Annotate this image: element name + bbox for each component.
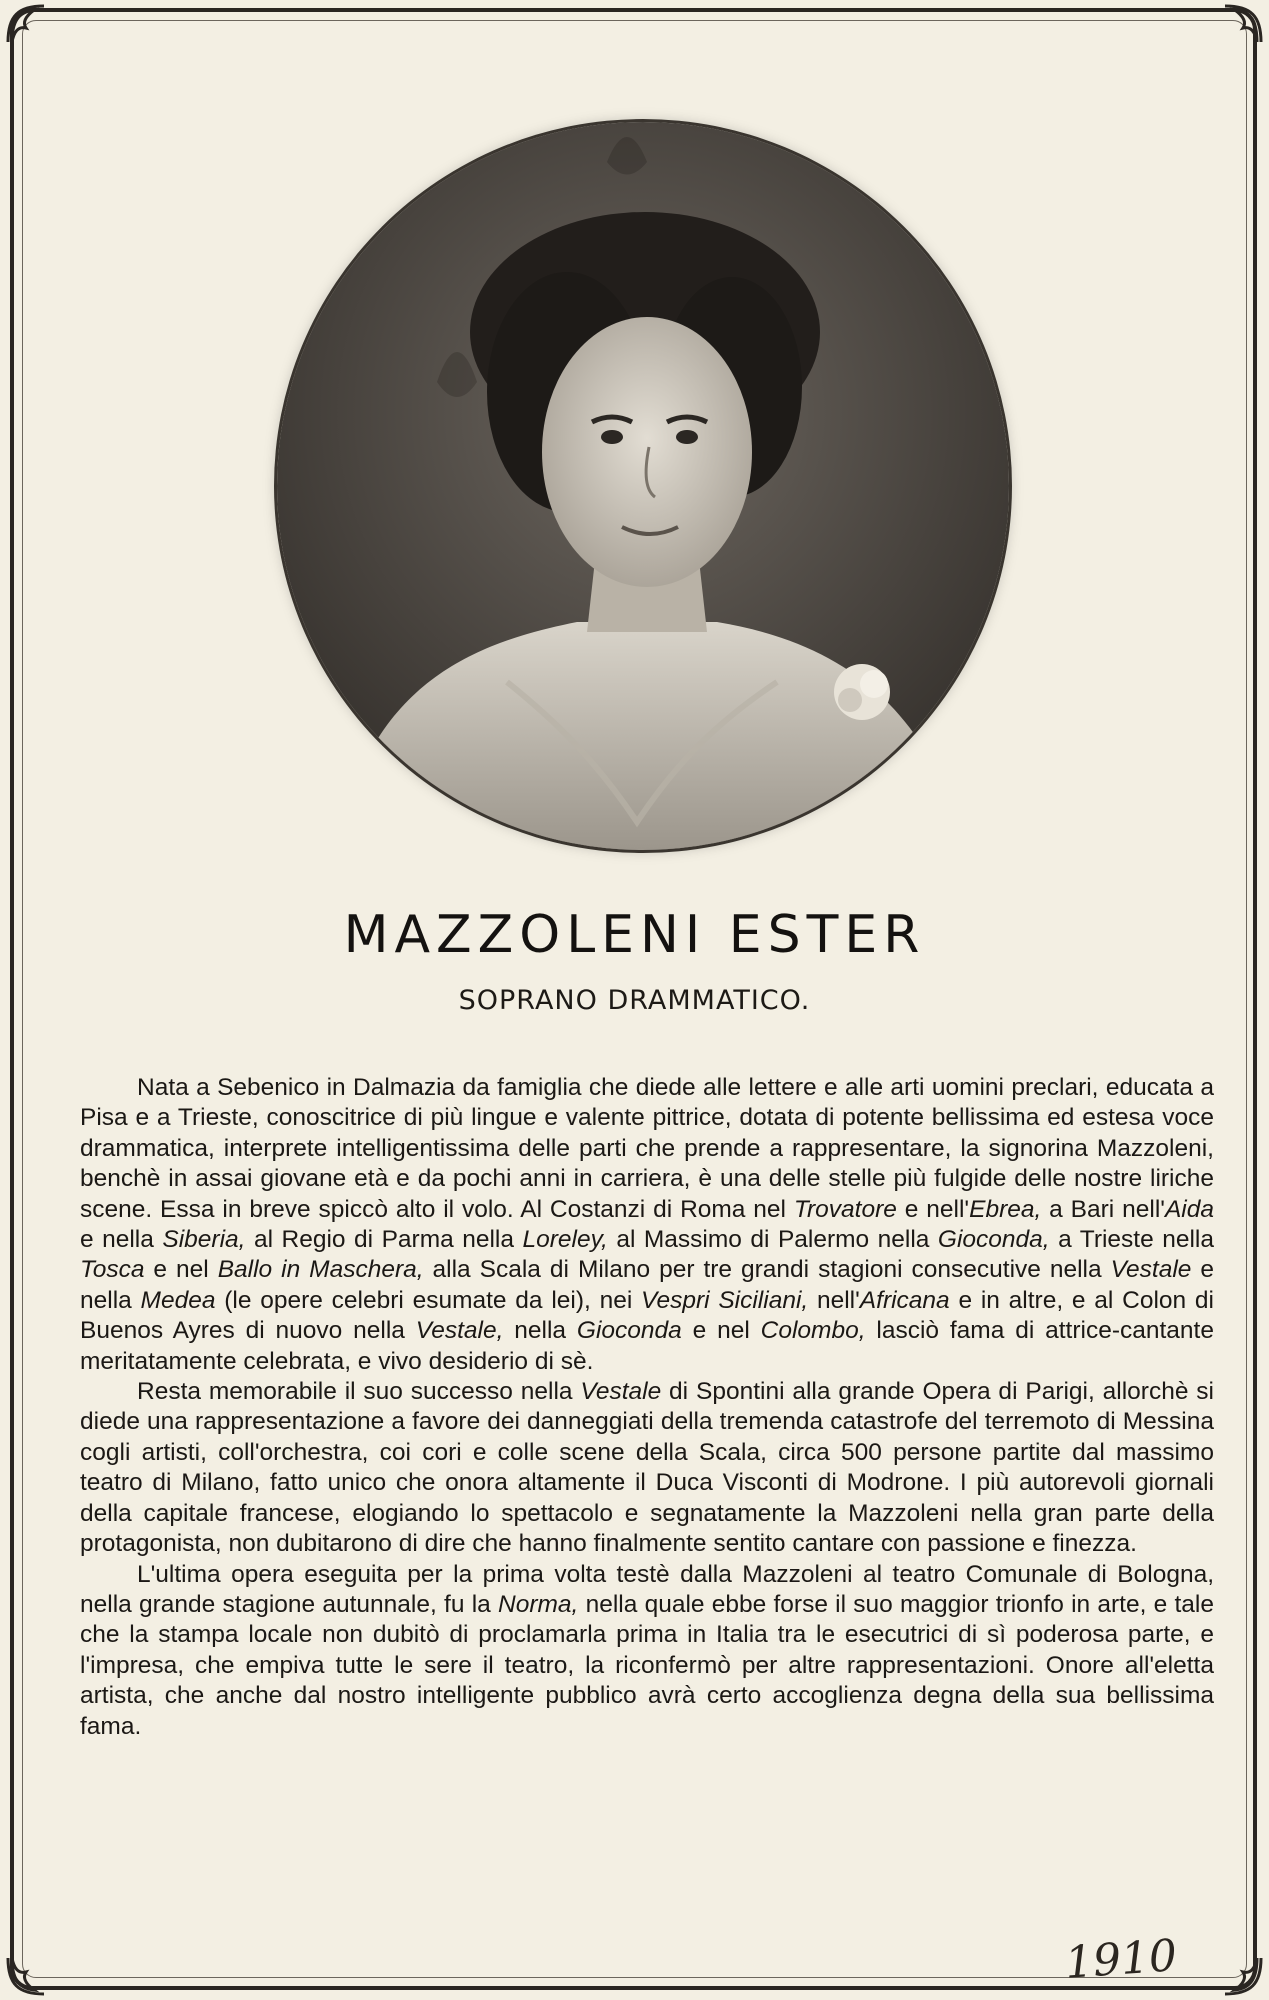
paragraph-1: Nata a Sebenico in Dalmazia da famiglia che diede alle lettere e alle arti uomini preclari, educata a Pisa e a Trieste, conoscitrice di più lingue e valente pittrice, dotata di potente bellissima ed estesa voce drammatica, interprete intelligentissima delle parti che prende a rappresentare, la signorina Mazzoleni, benchè in assai giovane età e da pochi anni in carriera, è una delle stelle più fulgide delle nostre liriche scene. Essa in breve spiccò alto il volo. Al Costanzi di Roma nel Trovatore e nell'Ebrea, a Bari nell'Aida e nella Siberia, al Regio di Parma nella Loreley, al Massimo di Palermo nella Gioconda, a Trieste nella Tosca e nel Ballo in Maschera, alla Scala di Milano per tre grandi stagioni consecutive nella Vestale e nella Medea (le opere celebri esumate da lei), nei Vespri Siciliani, nell'Africana e in altre, e al Colon di Buenos Ayres di nuovo nella Vestale, nella Gioconda e nel Colombo, lasciò fama di attrice-cantante meritatamente celebrata, e vivo desiderio di sè.: [80, 1074, 1214, 1375]
page-title: MAZZOLENI ESTER: [343, 905, 926, 965]
corner-ornament-icon: [4, 1954, 48, 1998]
corner-ornament-icon: [4, 2, 48, 46]
portrait-photo: [277, 122, 1009, 850]
corner-ornament-icon: [1221, 2, 1265, 46]
article-body: [80, 1073, 1214, 1742]
handwritten-year: 1910: [1063, 1930, 1179, 1989]
paragraph-3: L'ultima opera eseguita per la prima volta testè dalla Mazzoleni al teatro Comunale di Bologna, nella grande stagione autunnale, fu la Norma, nella quale ebbe forse il suo maggior trionfo in arte, e tale che la stampa locale non dubitò di proclamarla prima in Italia tra le esecutrici di sì poderosa parte, e l'impresa, che empiva tutte le sere il teatro, la riconfermò per altre rappresentazioni. Onore all'eletta artista, che anche dal nostro intelligente pubblico avrà certo accoglienza degna della sua bellissima fama.: [80, 1560, 1215, 1740]
corner-ornament-icon: [1221, 1954, 1265, 1998]
paragraph-2: Resta memorabile il suo successo nella Vestale di Spontini alla grande Opera di Parigi, allorchè si diede una rappresentazione a favore dei danneggiati della tremenda catastrofe del terremoto di Messina cogli artisti, coll'orchestra, coi cori e colle scene della Scala, circa 500 persone partite dal massimo teatro di Milano, fatto unico che onora altamente il Duca Visconti di Modrone. I più autorevoli giornali della capitale francese, elogiando lo spettacolo e segnatamente la Mazzoleni nella gran parte della protagonista, non dubitarono di dire che hanno finalmente sentito cantare con passione e finezza.: [80, 1378, 1214, 1558]
subtitle-role: SOPRANO DRAMMATICO.: [458, 985, 811, 1016]
